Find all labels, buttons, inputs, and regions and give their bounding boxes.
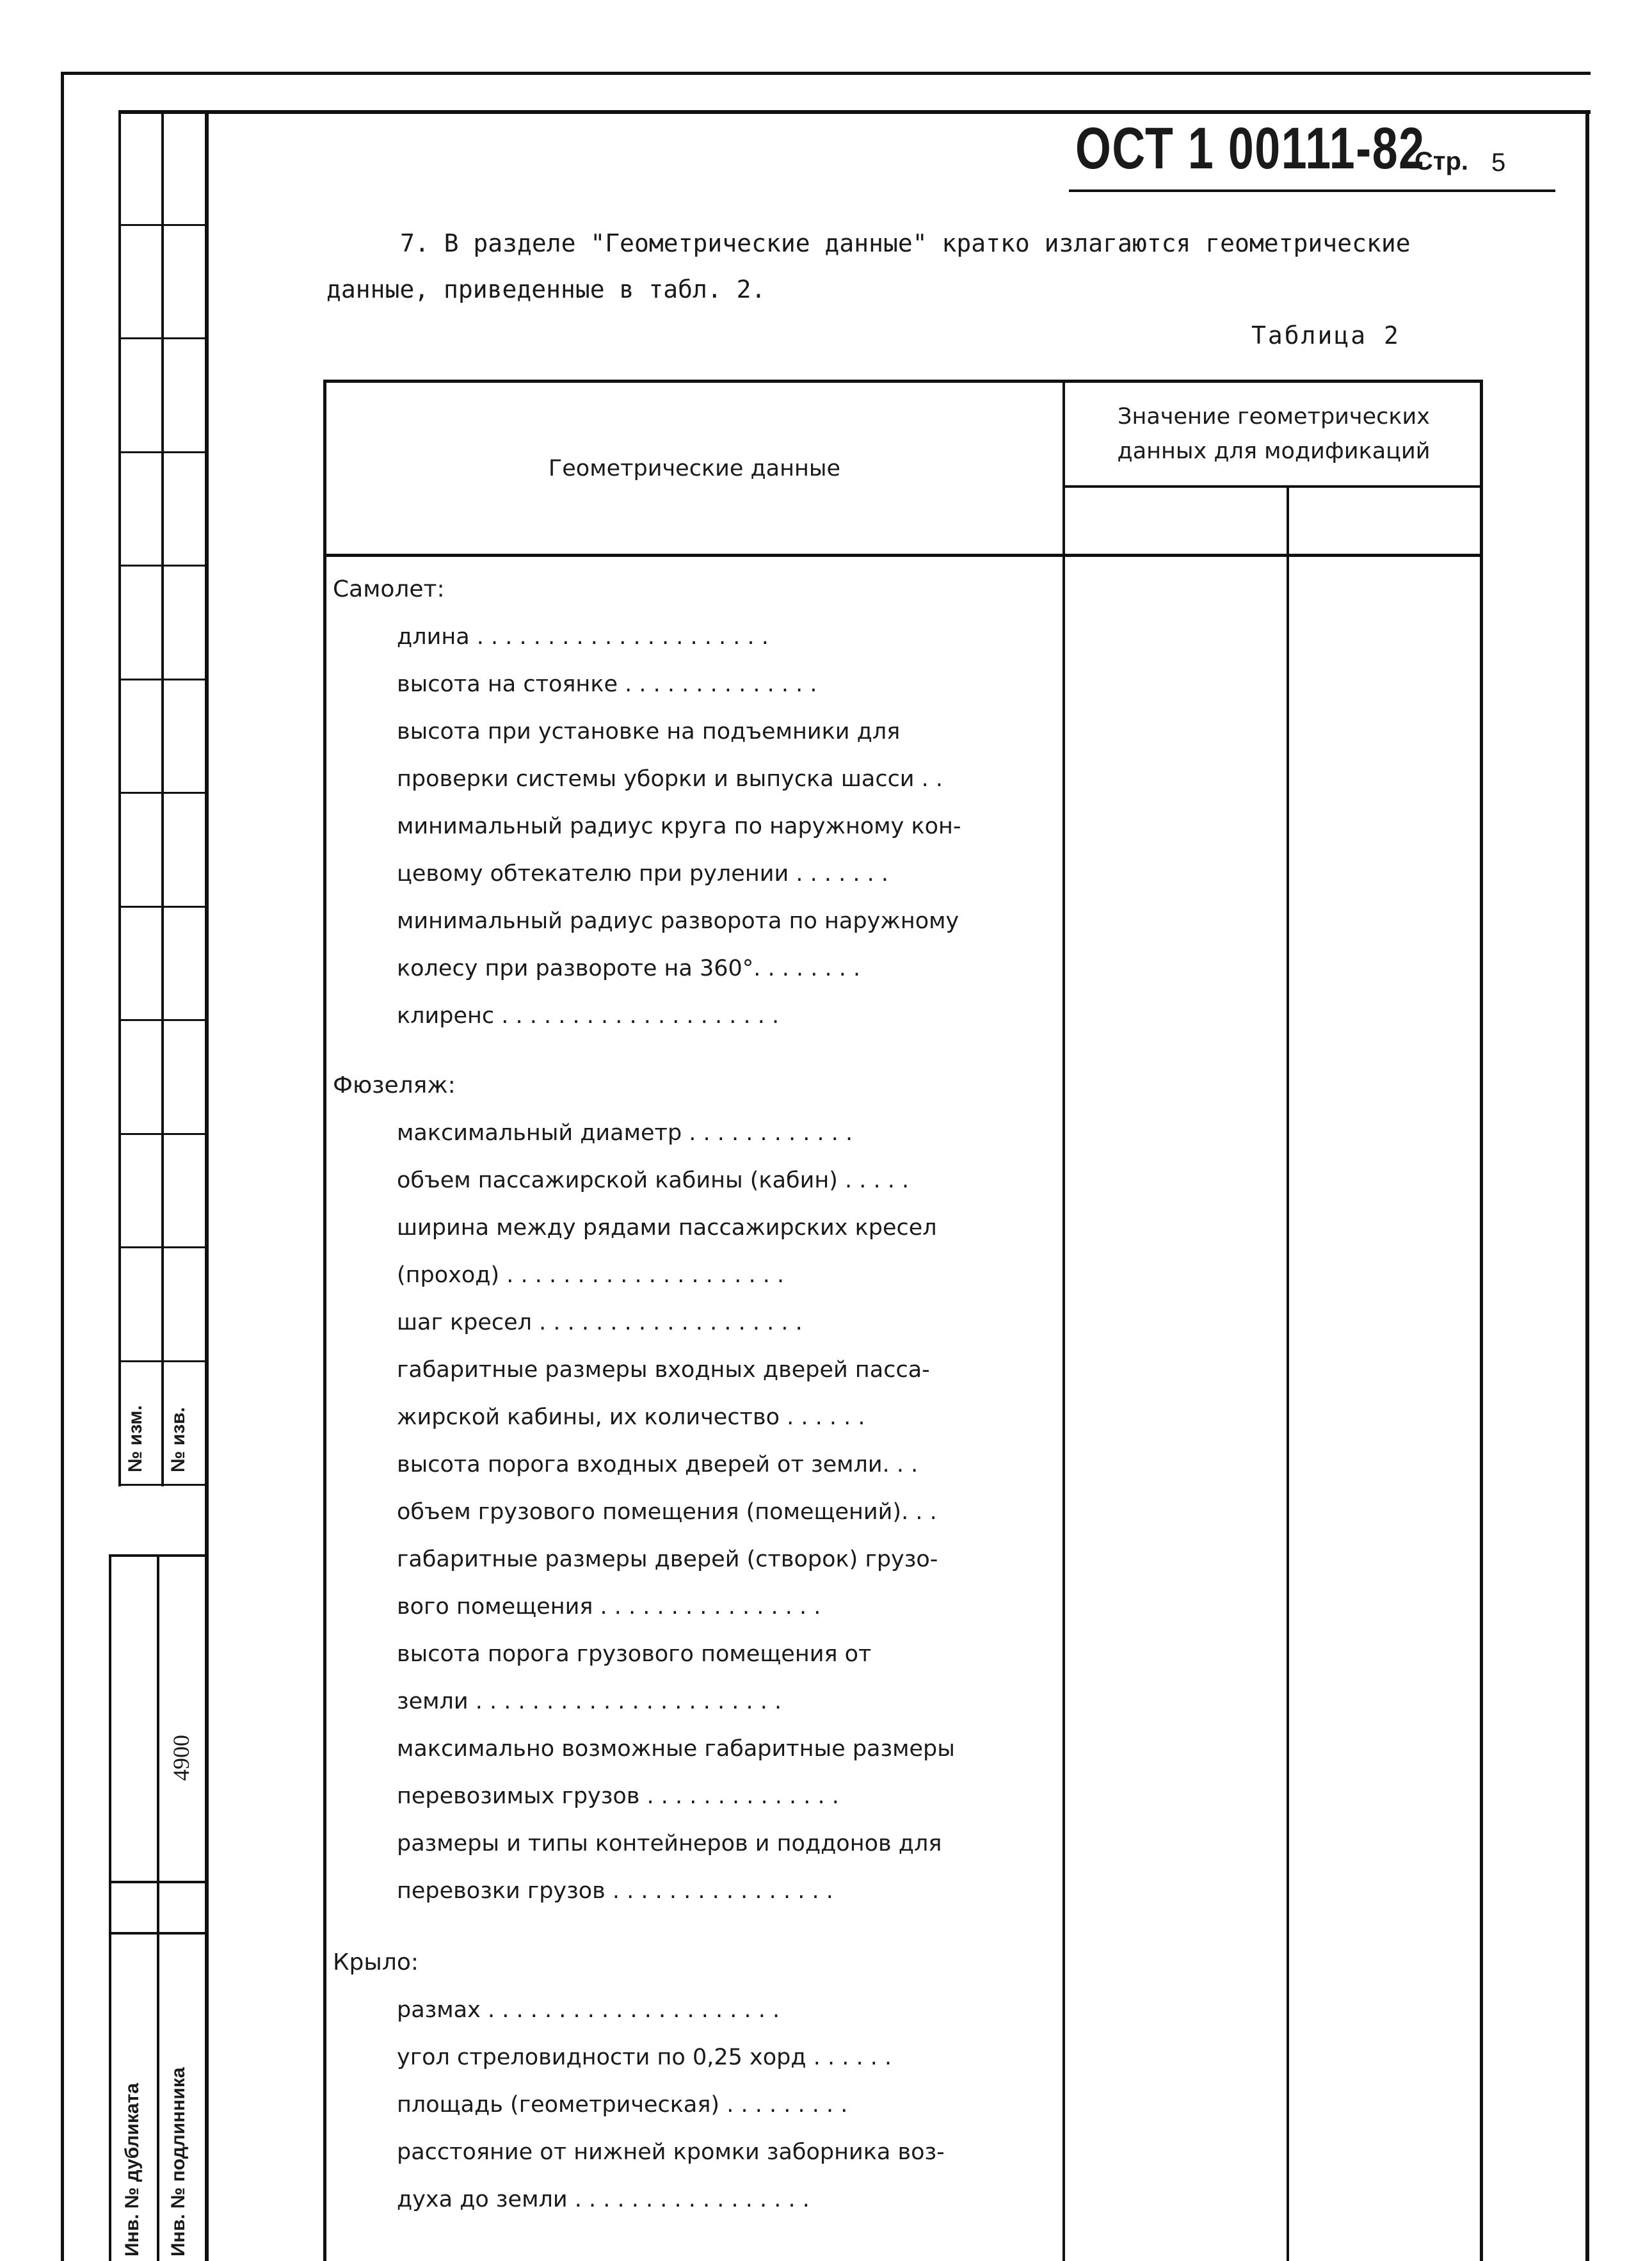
table-row: шаг кресел . . . . . . . . . . . . . . . . . . . (397, 1310, 803, 1335)
table-row: объем грузового помещения (помещений). . . (397, 1499, 937, 1525)
table-row: минимальный радиус круга по наружному кон- (397, 814, 961, 839)
margin-cell-divider (118, 1133, 208, 1135)
section-title: Крыло: (333, 1949, 419, 1975)
table-right (1480, 380, 1483, 2261)
margin-cell-divider (118, 906, 208, 908)
section-title: Фюзеляж: (333, 1072, 456, 1098)
outer-frame-top (61, 72, 1591, 75)
lower-block-divider (109, 1881, 208, 1883)
table-mod-header-line (1063, 485, 1483, 488)
margin-cell-divider (118, 1360, 208, 1362)
margin-cell-divider (118, 565, 208, 567)
margin-cell-divider (118, 1019, 208, 1021)
table-row: ширина между рядами пассажирских кресел (397, 1215, 937, 1241)
table-row: размах . . . . . . . . . . . . . . . . . . . . . (397, 1997, 780, 2023)
table-row: духа до земли . . . . . . . . . . . . . . . . . (397, 2187, 810, 2212)
table-row: максимально возможные габаритные размеры (397, 1736, 955, 1762)
table-row: максимальный диаметр . . . . . . . . . . . . (397, 1120, 853, 1146)
inner-frame-top (118, 110, 1591, 114)
margin-strip-left (118, 110, 121, 1486)
margin-cell-divider (118, 792, 208, 794)
lower-block-divider (109, 1932, 208, 1935)
table-left (323, 380, 326, 2261)
table-row: (проход) . . . . . . . . . . . . . . . . . . . . (397, 1262, 785, 1288)
table-header-bottom (323, 554, 1483, 557)
label-inv-dublikata: Инв. № дубликата (122, 2082, 143, 2257)
table-row: земли . . . . . . . . . . . . . . . . . . . . . . (397, 1689, 782, 1714)
table-row: угол стреловидности по 0,25 хорд . . . . . . (397, 2045, 892, 2070)
page-label: Стр. (1415, 147, 1469, 175)
lower-block-left (109, 1554, 111, 2261)
margin-cell-divider (118, 451, 208, 453)
header-underline (1069, 189, 1555, 192)
inner-frame-right (1585, 110, 1589, 2261)
document-code: ОСТ 1 00111-82 (1075, 116, 1425, 181)
table-row: перевозки грузов . . . . . . . . . . . . . . . . (397, 1878, 833, 1904)
page-number: 5 (1491, 149, 1506, 177)
table-row: расстояние от нижней кромки заборника воз- (397, 2139, 945, 2165)
table-row: вого помещения . . . . . . . . . . . . . . . . (397, 1594, 821, 1620)
margin-cell-divider (118, 679, 208, 680)
table-row: перевозимых грузов . . . . . . . . . . . . . . (397, 1783, 839, 1809)
table-top (323, 380, 1483, 383)
lower-block-mid (157, 1554, 159, 2261)
table-row: габаритные размеры входных дверей пасса- (397, 1357, 930, 1383)
intro-line-1: 7. В разделе "Геометрические данные" кратко излагаются геометрические (400, 229, 1411, 257)
col-header-geometric-data: Геометрические данные (548, 456, 841, 481)
margin-cell-divider (118, 337, 208, 339)
body-frame-left (205, 110, 209, 2261)
margin-cell-divider (118, 224, 208, 226)
table-row: колесу при развороте на 360°. . . . . . . . (397, 956, 861, 981)
table-col-divider (1063, 380, 1065, 2261)
label-inv-podlinnika: Инв. № подлинника (168, 2067, 189, 2257)
table-row: жирской кабины, их количество . . . . . . (397, 1404, 865, 1430)
table-row: клиренс . . . . . . . . . . . . . . . . . . . . (397, 1003, 780, 1029)
table-row: длина . . . . . . . . . . . . . . . . . . . . . (397, 624, 769, 650)
table-row: минимальный радиус разворота по наружному (397, 908, 959, 934)
table-row: высота на стоянке . . . . . . . . . . . . . . (397, 672, 817, 697)
section-title: Самолет: (333, 576, 445, 602)
margin-strip-mid (161, 110, 164, 1486)
table-row: проверки системы уборки и выпуска шасси . . (397, 766, 943, 792)
inventory-number: 4900 (168, 1735, 194, 1781)
table-row: объем пассажирской кабины (кабин) . . . . . (397, 1168, 910, 1193)
table-row: площадь (геометрическая) . . . . . . . . . (397, 2092, 848, 2118)
table-row: высота порога входных дверей от земли. . . (397, 1452, 918, 1477)
table-row: размеры и типы контейнеров и поддонов для (397, 1831, 942, 1856)
table-mod-divider (1287, 487, 1289, 2261)
outer-frame-left (61, 72, 64, 2261)
table-row: габаритные размеры дверей (створок) грузо- (397, 1547, 938, 1572)
col-header-values: Значение геометрических данных для модификаций (1117, 404, 1431, 464)
intro-line-2: данные, приведенные в табл. 2. (326, 275, 766, 303)
table-caption: Таблица 2 (1251, 321, 1400, 350)
margin-cell-divider (118, 1246, 208, 1248)
label-no-izm: № изм. (125, 1405, 146, 1472)
table-row: цевому обтекателю при рулении . . . . . . . (397, 861, 888, 887)
table-row: высота порога грузового помещения от (397, 1641, 872, 1667)
margin-cell-divider (118, 1484, 208, 1486)
table-row: высота при установке на подъемники для (397, 719, 901, 744)
label-no-izv: № изв. (168, 1407, 189, 1472)
